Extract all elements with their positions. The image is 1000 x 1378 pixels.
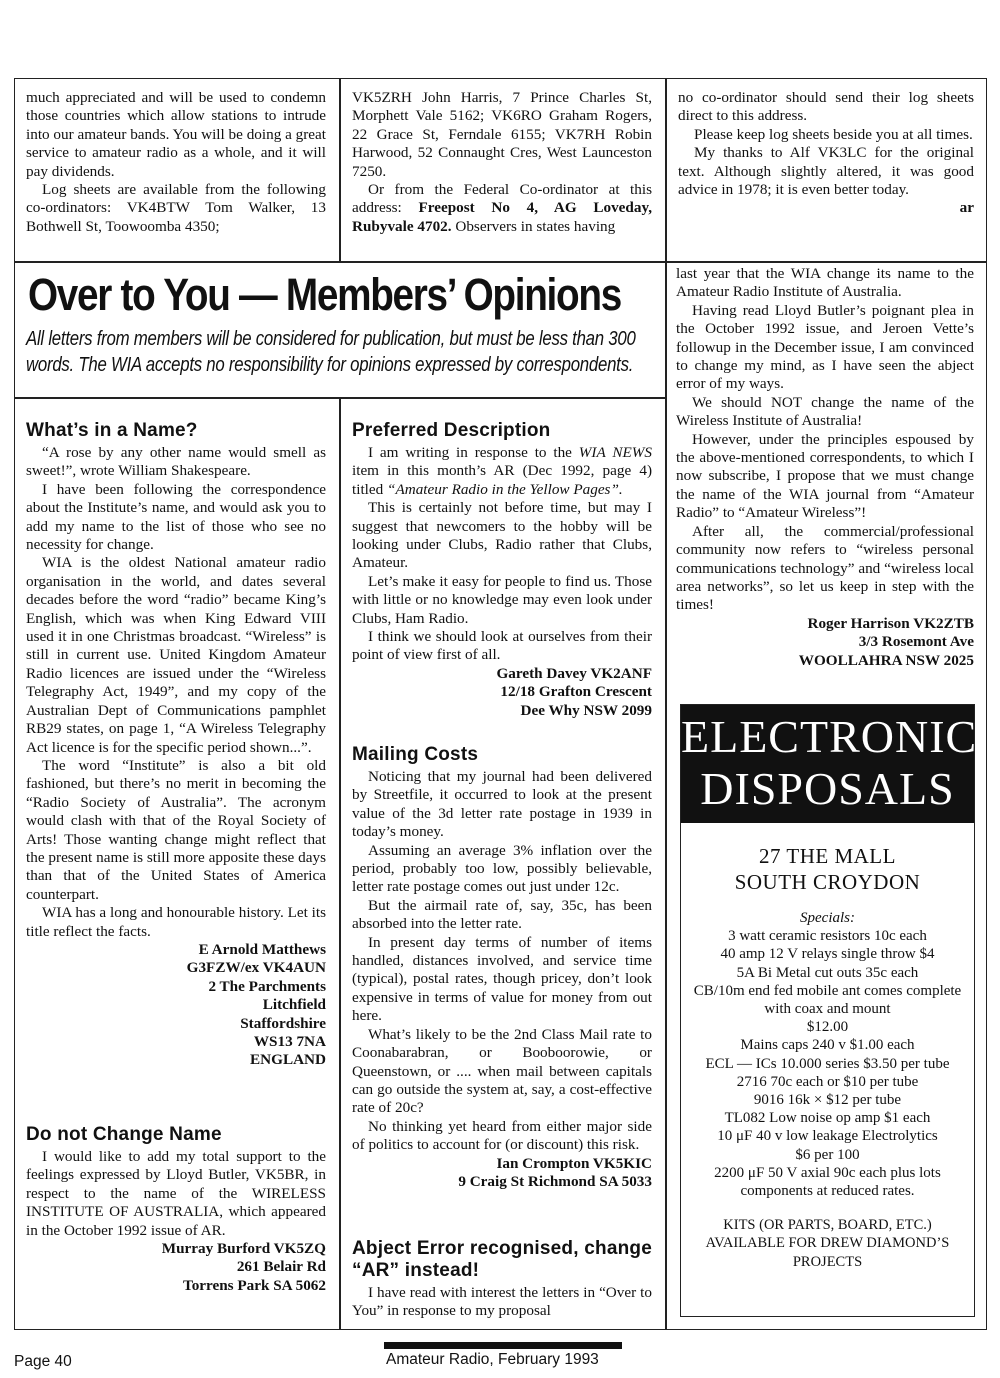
letter-whats-in-a-name xyxy=(26,420,326,1070)
letter-heading: Abject Error recognised, change “AR” instead! xyxy=(352,1238,652,1281)
top-col-2-text xyxy=(352,89,652,236)
letter-preferred-description xyxy=(352,420,652,720)
paragraph: I have been following the correspondence about the Institute’s name, and would ask you to add my name to the list of those who see no necessity for change. xyxy=(26,480,326,554)
paragraph: no co-ordinator should send their log sheets direct to this address. xyxy=(678,89,974,125)
ad-specials-label: Specials: xyxy=(800,910,855,926)
end-mark: ar xyxy=(959,199,974,217)
signature-line: ENGLAND xyxy=(250,1051,326,1069)
advertisement xyxy=(680,704,978,1317)
address-bold: Freepost No 4, AG Loveday, Rubyvale 4702. xyxy=(352,199,652,235)
letter-do-not-change-name xyxy=(26,1124,326,1295)
section-title: Over to You — Members’ Opinions xyxy=(28,269,621,320)
ad-item: 40 amp 12 V relays single throw $4 xyxy=(720,946,935,963)
paragraph: After all, the commercial/professional community now refers to “wireless personal communications technology” and “wireless local area networks”, so let us keep in step with the times! xyxy=(676,522,974,614)
page-number: Page 40 xyxy=(14,1353,72,1370)
paragraph: Log sheets are available from the following co-ordinators: VK4BTW Tom Walker, 13 Bothwell St, Toowoomba 4350; xyxy=(26,181,326,235)
ad-item: 10 μF 40 v low leakage Electrolytics xyxy=(717,1128,938,1145)
paragraph: much appreciated and will be used to condemn those countries which allow stations to intrude into our amateur bands. You will be doing a great service to amateur radio as a whole, and it will pay dividends. xyxy=(26,89,326,180)
signature-line: Roger Harrison VK2ZTB xyxy=(807,614,974,632)
letter-heading: Do not Change Name xyxy=(26,1124,222,1145)
paragraph: item in this month’s AR (Dec 1992, page 4) titled xyxy=(352,462,652,498)
ad-item: 2200 μF 50 V axial 90c each plus lots components at reduced rates. xyxy=(714,1164,941,1200)
paragraph: We should NOT change the name of the Wireless Institute of Australia! xyxy=(676,393,974,430)
paragraph: WIA has a long and honourable history. Let its title reflect the facts. xyxy=(26,904,326,940)
signature-line: Torrens Park SA 5062 xyxy=(182,1276,326,1294)
top-col-3-text xyxy=(678,89,974,218)
letter-mailing-costs xyxy=(352,744,652,1191)
signature-line: Litchfield xyxy=(262,996,326,1014)
signature-line: WOOLLAHRA NSW 2025 xyxy=(798,651,974,669)
paragraph: What’s likely to be the 2nd Class Mail rate to Coonabarabran, or Booboorowie, or Queenstown, or .... when mail between capitals can go outside the system at, say, a cost-effective rate of 20c? xyxy=(352,1025,652,1117)
signature-line: G3FZW/ex VK4AUN xyxy=(186,959,326,977)
ad-item: 9016 16k × $12 per tube xyxy=(753,1092,902,1109)
paragraph: Let’s make it easy for people to find us. Those with little or no knowledge may even look under Clubs, Ham Radio. xyxy=(352,572,652,627)
paragraph: In present day terms of number of items handled, distances involved, and service time (typical), postal rates, though pricey, don’t look expensive in terms of value for money from out here. xyxy=(352,933,652,1025)
ad-title-line-2: DISPOSALS xyxy=(700,763,955,814)
ad-address xyxy=(681,843,974,895)
ad-kits-note: KITS (OR PARTS, BOARD, ETC.) AVAILABLE FOR DREW DIAMOND’S PROJECTS xyxy=(705,1217,950,1270)
paragraph: Or from the Federal Co-ordinator at this address: xyxy=(352,181,652,217)
paragraph: Please keep log sheets beside you at all times. xyxy=(694,125,973,143)
ad-item: CB/10m end fed mobile ant comes complete with coax and mount xyxy=(693,982,962,1018)
signature-line: Ian Crompton VK5KIC xyxy=(496,1154,652,1172)
paragraph: Having read Lloyd Butler’s poignant plea in the October 1992 issue, and Jeroen Vette’s followup in the December issue, I am convinced to change my mind, as I have seen the abject error of my ways. xyxy=(676,301,974,393)
paragraph: My thanks to Alf VK3LC for the original text. Although slightly altered, it was good advice in 1978; it is even better today. xyxy=(678,144,974,199)
ad-item: 5A Bi Metal cut outs 35c each xyxy=(736,964,919,981)
issue-line: Amateur Radio, February 1993 xyxy=(386,1351,599,1368)
paragraph: I would like to add my total support to the feelings expressed by Lloyd Butler, VK5BR, in respect to the name of the WIRELESS INSTITUTE OF AUSTRALIA, which appeared in the October 1992 issue of AR. xyxy=(26,1148,326,1239)
paragraph: However, under the principles espoused by the above-mentioned correspondents, to which I now subscribe, I propose that we must change the name of the WIA journal from “Amateur Radio” to “Amateur Wireless”! xyxy=(676,430,974,522)
letter-abject-error-continued xyxy=(676,265,974,670)
ad-title-line-1: ELECTRONIC xyxy=(681,711,978,762)
paragraph: VK5ZRH John Harris, 7 Prince Charles St, Morphett Vale 5162; VK6RO Graham Rogers, 22 Grace St, Ferndale 6155; VK7RH Robin Harwood, 52 Connaught Cres, West Launceston 7250. xyxy=(352,89,652,180)
paragraph: This is certainly not before time, but may I suggest that newcomers to the hobby will be looking under Clubs, Radio rather that Clubs, Amateur. xyxy=(352,499,652,572)
footer-rule xyxy=(384,1342,622,1349)
signature-line: 9 Craig St Richmond SA 5033 xyxy=(458,1172,652,1190)
paragraph: “A rose by any other name would smell as sweet!”, wrote William Shakespeare. xyxy=(26,444,326,480)
signature-line: Dee Why NSW 2099 xyxy=(520,701,652,719)
paragraph: last year that the WIA change its name to the Amateur Radio Institute of Australia. xyxy=(676,265,974,301)
signature-line: 261 Belair Rd xyxy=(236,1258,326,1276)
ad-address-line: 27 THE MALL xyxy=(759,844,896,868)
paragraph: Observers in states having xyxy=(455,217,616,235)
signature-line: 2 The Parchments xyxy=(208,977,326,995)
letter-abject-error xyxy=(352,1238,652,1321)
ad-item: $6 per 100 xyxy=(795,1146,860,1163)
ad-item: Mains caps 240 v $1.00 each xyxy=(740,1037,915,1054)
paragraph: Noticing that my journal had been delivered by Streetfile, it occurred to look at the present value of the 3d letter rate postage in 1939 in today’s money. xyxy=(352,768,652,841)
signature-line: Staffordshire xyxy=(240,1014,326,1032)
section-subtitle: All letters from members will be considered for publication, but must be less than 300 words. The WIA accepts no responsibility for opinions expressed by correspondents. xyxy=(26,328,636,376)
letter-heading: Mailing Costs xyxy=(352,744,479,765)
ad-item: 3 watt ceramic resistors 10c each xyxy=(728,928,927,945)
ad-item: 2716 70c each or $10 per tube xyxy=(736,1073,919,1090)
signature-line: Murray Burford VK5ZQ xyxy=(161,1240,326,1258)
paragraph: But the airmail rate of, say, 35c, has been absorbed into the letter rate. xyxy=(352,896,652,933)
paragraph: No thinking yet heard from either major side of politics to account for (or discount) this risk. xyxy=(352,1117,652,1154)
top-col-1-text xyxy=(26,89,326,236)
paragraph: Assuming an average 3% inflation over the period, probably too low, possibly believable, letter rate postage comes out just under 12c. xyxy=(352,841,652,896)
letter-heading: What’s in a Name? xyxy=(26,420,198,441)
ad-item: $12.00 xyxy=(806,1019,849,1036)
paragraph: I think we should look at ourselves from their point of view first of all. xyxy=(352,628,652,664)
ad-item: TL082 Low noise op amp $1 each xyxy=(724,1110,931,1127)
paragraph: I have read with interest the letters in “Over to You” in response to my proposal xyxy=(352,1284,652,1320)
paragraph: WIA is the oldest National amateur radio organisation in the world, and dates several decades before the word “radio” became King’s English, which was when King Edward VIII used it in one Christmas broadcast. “Wireless” is still in current use. United Kingdom Amateur Radio licences are issued under the “Wireless Telegraphy Act, 1949”, and my copy of the Australian Dept of Communications pamphlet RB29 states, on page 1, “A Wireless Telegraphy Act licence is for the specific period shown...”. xyxy=(26,554,326,756)
publication-ref: WIA NEWS xyxy=(578,444,652,461)
ad-banner xyxy=(681,705,978,823)
ad-address-line: SOUTH CROYDON xyxy=(734,870,921,894)
signature-line: 3/3 Rosemont Ave xyxy=(858,633,974,651)
ad-item: ECL — ICs 10.000 series $3.50 per tube xyxy=(705,1055,950,1072)
letter-heading: Preferred Description xyxy=(352,420,551,441)
article-title: “Amateur Radio in the Yellow Pages”. xyxy=(387,480,623,498)
signature-line: 12/18 Grafton Crescent xyxy=(500,683,652,701)
signature-line: WS13 7NA xyxy=(253,1033,326,1050)
paragraph: The word “Institute” is also a bit old fashioned, but there’s no merit in becoming the “Radio Society of Australia”. The acronym would clash with that of the Royal Society of Arts! Those wanting change might reflect that the present name is still more apposite these days than that of the United States of America counterpart. xyxy=(26,756,326,903)
signature-line: E Arnold Matthews xyxy=(198,940,326,958)
paragraph: I am writing in response to the xyxy=(368,444,572,461)
ad-item-list xyxy=(681,927,974,1200)
signature-line: Gareth Davey VK2ANF xyxy=(496,664,652,682)
